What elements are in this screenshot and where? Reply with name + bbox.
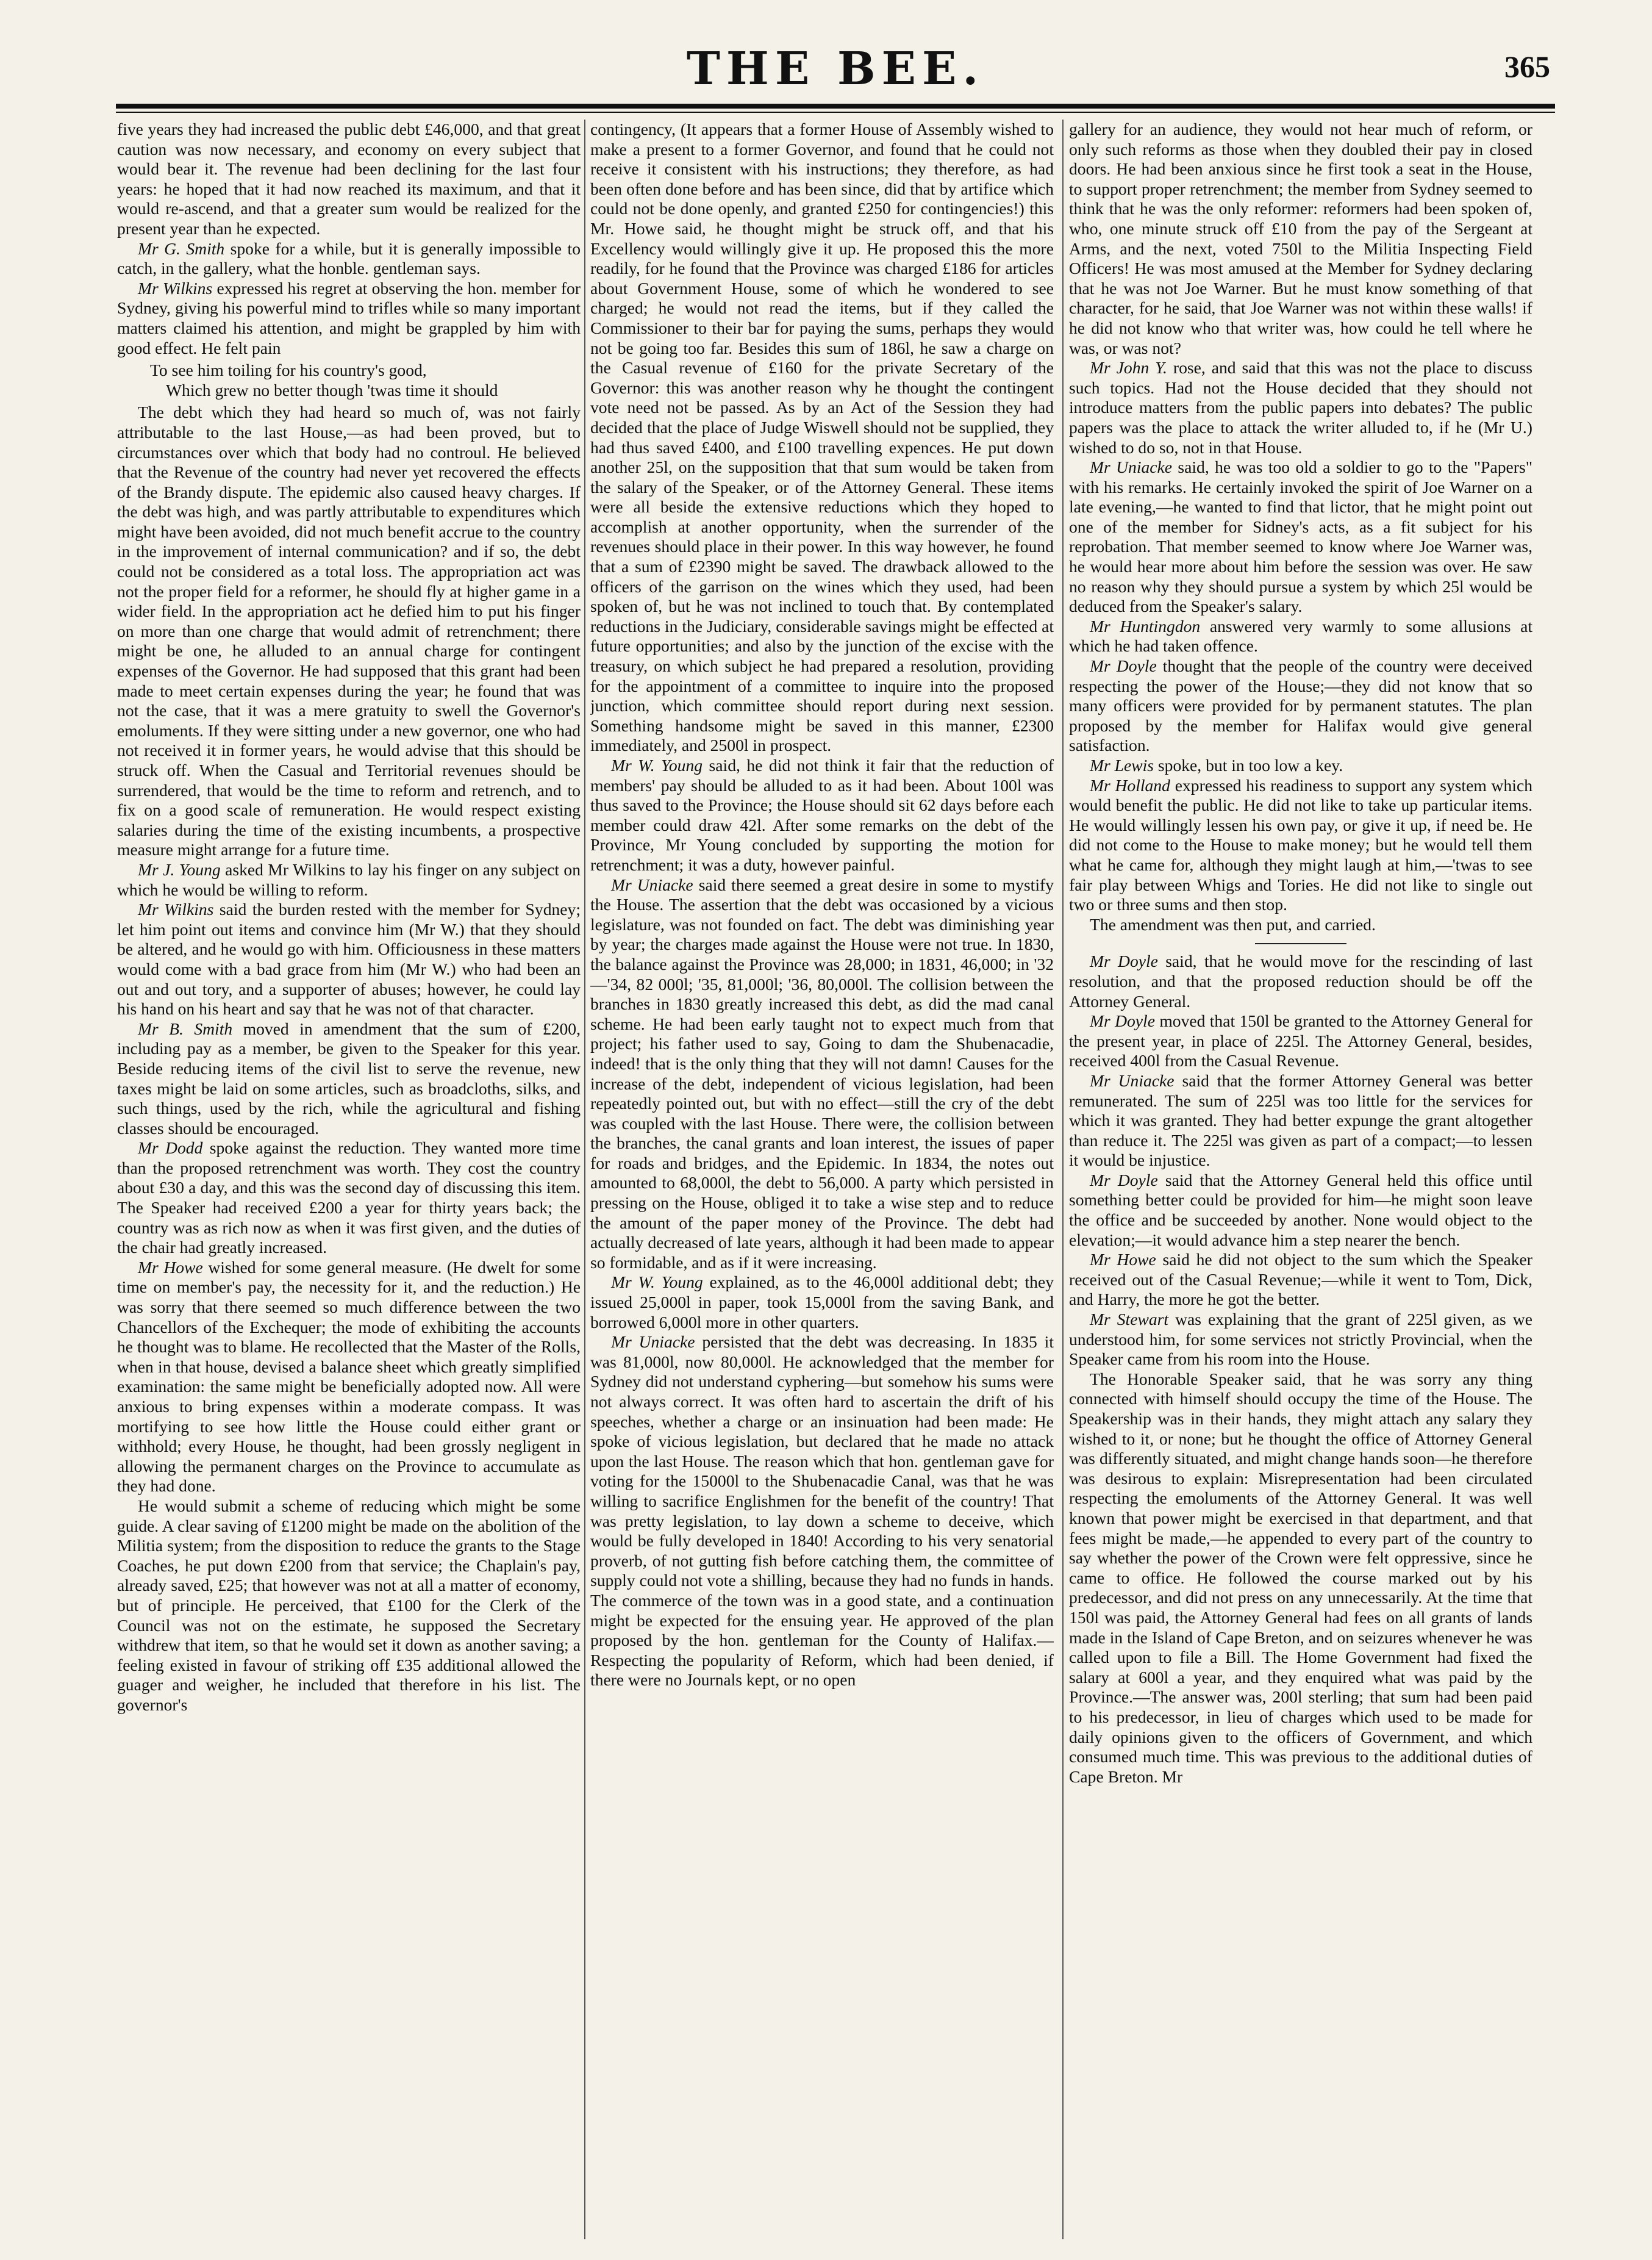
paragraph: gallery for an audience, they would not hear much of reform, or only such reforms as those when they doubled their pay in closed doors. He had been anxious since he first took a seat in the House, to support proper retrenchment; the member from Sydney seemed to think that he was the only reformer: reformers had been spoken of, who, one minute struck off £10 from the pay of the Sergeant at Arms, and the next, voted 750l to the Militia Inspecting Field Officers! He was most amused at the Member for Sydney declaring that he was not Joe Warner. But he must know something of that character, for he said, that Joe Warner was not within these walls! if he did not know who that writer was, how could he tell where he was, or was not? (1069, 120, 1532, 357)
paragraph-text: expressed his readiness to support any system which would benefit the public. He did not like to take up particular items. He would willingly lessen his own pay, or give it up, if need be. He did not come to the House to make money; but he would tell them what he came for, although they might laugh at him,—'twas to see fair play between Whigs and Tories. He did not like to single out two or three sums and then stop. (1069, 775, 1532, 914)
speaker-name: Mr G. Smith (138, 239, 225, 258)
paragraph (117, 279, 581, 358)
speaker-name: Mr W. Young (611, 756, 703, 775)
speaker-name: Mr Doyle (1090, 952, 1158, 971)
speaker-name: Mr Uniacke (611, 1332, 695, 1352)
paragraph-text: spoke against the reduction. They wanted more time than the proposed retrenchment was worth. They cost the country about £30 a day, and this was the second day of discussing this item. The Speaker had received £200 a year for thirty years back; the country was as rich now as when it was first given, and the duties of the chair had greatly increased. (117, 1138, 581, 1257)
paragraph: He would submit a scheme of reducing which might be some guide. A clear saving of £1200 might be made on the abolition of the Militia system; from the disposition to reduce the grants to the Stage Coaches, he put down £200 from that service; the Chaplain's pay, already saved, £25; that however was not at all a matter of economy, but of principle. He perceived, that £100 for the Clerk of the Council was not on the estimate, he supposed the Secretary withdrew that item, so that he would set it down as another saving; a feeling existed in favour of striking off £35 additional allowed the guager and weigher, he included that therefore in his list. The governor's (117, 1496, 581, 1714)
paragraph-text: answered very warmly to some allusions at which he had taken offence. (1069, 616, 1532, 656)
paragraph (1069, 457, 1532, 617)
paragraph-text: said, he was too old a soldier to go to the "Papers" with his remarks. He certainly invoked the spirit of Joe Warner on a late evening,—he wanted to find that lictor, that he might point out one of the member for Sidney's acts, as a fit subject for his reprobation. That member seemed to know where Joe Warner was, he would hear more about him before the session was over. He saw no reason why they should pursue a system by which 25l would be deduced from the Speaker's salary. (1069, 457, 1532, 616)
paragraph-text: wished for some general measure. (He dwelt for some time on member's pay, the necessity for it, and the reduction.) He was sorry that there seemed so much difference between the two Chancellors of the Exchequer; the mode of exhibiting the accounts he thought was to blame. He recollected that the Master of the Rolls, when in that house, devised a balance sheet which greatly simplified examination: the same might be beneficially adopted now. All were anxious to bring expenses within a moderate compass. It was mortifying to see how little the House could either grant or withhold; every House, he thought, had been grossly negligent in allowing the permanent charges on the Province to accumulate as they had done. (117, 1257, 581, 1496)
paragraph (117, 1258, 581, 1496)
speaker-name: Mr Stewart (1090, 1310, 1169, 1329)
paragraph-text: expressed his regret at observing the hon. member for Sydney, giving his powerful mind to trifles while so many important matters claimed his attention, and might be grappled by him with good effect. He felt pain (117, 278, 581, 357)
speaker-name: Mr Holland (1090, 775, 1170, 795)
speaker-name: Mr J. Young (138, 859, 221, 879)
speaker-name: Mr Wilkins (138, 278, 213, 298)
paragraph (1069, 756, 1532, 776)
paragraph-text: rose, and said that this was not the place to discuss such topics. Had not the House decided that they should not introduce matters from the public papers into debates? The public papers was the place to attack the writer alluded to, if he (Mr U.) wished to do so, not in that House. (1069, 358, 1532, 457)
paragraph (117, 1019, 581, 1139)
paragraph-text: asked Mr Wilkins to lay his finger on any subject on which he would be willing to reform. (117, 859, 581, 899)
speaker-name: Mr Uniacke (611, 875, 693, 894)
paragraph-text: said the burden rested with the member for Sydney; let him point out items and convince him (Mr W.) that they should be altered, and he would go with him. Officiousness in these matters would come with a bad grace from him (Mr W.) who had been an out and out tory, and a supporter of abuses; however, he could lay his hand on his heart and say that he was not of that character. (117, 900, 581, 1019)
paragraph (1069, 776, 1532, 915)
verse-line: To see him toiling for his country's good, (150, 361, 427, 380)
page-number: 365 (1504, 49, 1550, 84)
speaker-name: Mr Uniacke (1090, 1071, 1175, 1090)
paragraph (117, 239, 581, 279)
paragraph-text: spoke, but in too low a key. (1154, 756, 1343, 775)
paragraph (117, 900, 581, 1019)
paragraph-text: moved in amendment that the sum of £200, including pay as a member, be given to the Speaker for this year. Beside reducing items of the civil list to serve the revenue, new taxes might be laid on some articles, such as broadcloths, silks, and such things, used by the rich, while the agricultural and fishing classes should be encouraged. (117, 1019, 581, 1138)
speaker-name: Mr John Y. (1090, 358, 1167, 378)
paragraph-text: said that the Attorney General held this office until something better could be provided for him—he might soon leave the office and be succeeded by another. None would object to the elevation;—it would advance him a step nearer the bench. (1069, 1170, 1532, 1249)
paragraph: The Honorable Speaker said, that he was sorry any thing connected with himself should occupy the time of the House. The Speakership was in their hands, they might attach any salary they wished to it, or none; but he thought the office of Attorney General was differently situated, and might change hands soon—he therefore was desirous to explain: Misrepresentation had been circulated respecting the emoluments of the Attorney General. It was well known that power might be exercised in that department, and that fees might be made,—he appended to every part of the country to say whether the power of the Crown were felt oppressive, since he came to office. He followed the course marked out by his predecessor, and did not press on any unnecessarily. At the time that 150l was paid, the Attorney General had fees on all grants of lands made in the Island of Cape Breton, and on seizures whenever he was called upon to file a Bill. The Home Government had fixed the salary at 600l a year, and they enquired what was paid by the Province.—The answer was, 200l sterling; that sum had been paid to his predecessor, in lieu of charges which used to be made for daily opinions given to the officers of Government, and which consumed much time. This was previous to the additional duties of Cape Breton. Mr (1069, 1369, 1532, 1786)
speaker-name: Mr Wilkins (138, 900, 214, 919)
column-divider (584, 120, 585, 2239)
masthead-rule (116, 104, 1555, 109)
paragraph-text: said, he did not think it fair that the reduction of members' pay should be alluded to as it had been. About 100l was thus saved to the Province; the House should sit 62 days before each member could draw 42l. After some remarks on the debt of the Province, Mr Young concluded by supporting the motion for retrenchment; it was a duty, however painful. (590, 756, 1054, 874)
paragraph (1069, 1171, 1532, 1250)
speaker-name: Mr Uniacke (1090, 457, 1173, 477)
paragraph-text: moved that 150l be granted to the Attorney General for the present year, in place of 225l. The Attorney General, besides, received 400l from the Casual Revenue. (1069, 1011, 1532, 1071)
paragraph: five years they had increased the public debt £46,000, and that great caution was now necessary, and economy on every subject that would bear it. The revenue had been declining for the last four years: he hoped that it had now reached its maximum, and that it would re-ascend, and that a greater sum would be realized for the present year than he expected. (117, 120, 581, 238)
paragraph: The debt which they had heard so much of, was not fairly attributable to the last House,—as had been proved, but to circumstances over which that body had no controul. He believed that the Revenue of the country had never yet recovered the effects of the Brandy dispute. The epidemic also caused heavy charges. If the debt was high, and was partly attributable to expenditures which might have been avoided, did not much benefit accrue to the country in the improvement of internal communication? and if so, the debt could not be considered as a total loss. The appropriation act was not the proper field for a reformer, he should fly at higher game in a wider field. In the appropriation act he defied him to put his finger on more than one charge that would admit of retrenchment; there might be one, he alluded to an annual charge for contingent expenses of the Governor. He had supposed that this grant had been made to meet certain expenses during the year; he found that was not the case, that it was a mere gratuity to swell the Governor's emoluments. If they were sitting under a new governor, one who had not received it in former years, he would advise that this should be struck off. When the Casual and Territorial revenues should be surrendered, that would be the time to reform and retrench, and to fix on a good scale of remuneration. He would respect existing salaries during the time of the existing incumbents, a prospective measure might arrange for a future time. (117, 403, 581, 859)
newspaper-title: THE BEE. (686, 43, 985, 95)
paragraph-text: said there seemed a great desire in some to mystify the House. The assertion that the debt was occasioned by a vicious legislature, was not founded on fact. The debt was diminishing year by year; the charges made against the House were not true. In 1830, the balance against the Province was 28,000; in 1831, 46,000; in '32—'34, 82 000l; '35, 81,000l; '36, 80,000l. The collision between the branches in 1830 greatly increased this debt, as did the mad canal scheme. He had been early taught not to expect much from that project; his father used to say, Going to dam the Shubenacadie, indeed! that is the only thing that they will not damn! Causes for the increase of the debt, independent of vicious legislation, had been repeatedly pointed out, but with no effect—still the cry of the debt was coupled with the last House. There were, the collision between the branches, the canal grants and loan interest, the issues of paper for roads and bridges, and the Epidemic. In 1834, the notes out amounted to 68,000l, the debt to 56,000. A party which persisted in pressing on the House, obliged it to take a wise step and to reduce the amount of the paper money of the Province. The debt had actually decreased of late years, although it had been made to appear so formidable, and as if it were increasing. (590, 875, 1054, 1272)
paragraph-text: said that the former Attorney General was better remunerated. The sum of 225l was too little for the services for which it was granted. They had better expunge the grant altogether than reduce it. The 225l was given as part of a compact;—to lessen it would be injustice. (1069, 1071, 1532, 1170)
verse-line: Which grew no better though 'twas time it should (166, 380, 498, 400)
paragraph-text: persisted that the debt was decreasing. In 1835 it was 81,000l, now 80,000l. He acknowledged that the member for Sydney did not understand cyphering—but somehow his sums were not always correct. It was often hard to ascertain the drift of his speeches, whether a charge or an insinuation had been made: He spoke of vicious legislation, but declared that he made no attack upon the last House. The reason which that hon. gentleman gave for voting for the 15000l to the Shubenacadie Canal, was that he was willing to sacrifice Englishmen for the benefit of the country! That was pretty legislation, to lay down a scheme to deceive, which would be fully developed in 1840! According to his very senatorial proverb, of not gutting fish before catching them, the committee of supply could not vote a shilling, because they had no funds in hands. The commerce of the town was in a good state, and a continuation might be expected for the ensuing year. He approved of the plan proposed by the hon. gentleman for the County of Halifax.—Respecting the popularity of Reform, which had been denied, if there were no Journals kept, or no open (590, 1332, 1054, 1690)
speaker-name: Mr Doyle (1090, 1011, 1155, 1031)
speaker-name: Mr Doyle (1090, 1170, 1158, 1189)
speaker-name: Mr W. Young (611, 1272, 703, 1292)
paragraph-text: thought that the people of the country were deceived respecting the power of the House;—they did not know that so many officers were provided for by permanent statutes. The plan proposed by the member for Halifax would give general satisfaction. (1069, 656, 1532, 755)
paragraph (1069, 1310, 1532, 1369)
column-2 (590, 120, 1054, 2242)
paragraph (590, 1332, 1054, 1690)
paragraph-text: was explaining that the grant of 225l given, as we understood him, for some services not strictly Provincial, when the Speaker came from his room into the House. (1069, 1310, 1532, 1369)
paragraph (1069, 656, 1532, 756)
section-separator (1255, 943, 1346, 944)
column-3 (1069, 120, 1532, 2242)
paragraph (590, 756, 1054, 875)
verse-quote (117, 361, 581, 400)
paragraph (590, 875, 1054, 1273)
speaker-name: Mr Howe (1090, 1250, 1156, 1269)
paragraph: contingency, (It appears that a former House of Assembly wished to make a present to a former Governor, and found that he could not receive it consistent with his instructions; they therefore, as had been often done before and has been since, did that by artifice which could not be done openly, and granted £250 for contingencies!) this Mr. Howe said, he thought might be struck off, and that his Excellency would willingly give it up. He proposed this the more readily, for he found that the Province was charged £186 for articles about Government House, some of which he wondered to see charged; he would not read the items, but if they called the Commissioner to their bar for paying the sums, perhaps they would not be going too far. Besides this sum of 186l, he saw a charge on the Casual revenue of £160 for the private Secretary of the Governor: this was another reason why he thought the contingent vote need not be passed. As by an Act of the Session they had decided that the place of Judge Wiswell should not be supplied, they had thus saved £400, and £100 travelling expences. He put down another 25l, on the supposition that that sum would be taken from the salary of the Speaker, or of the Attorney General. These items were all beside the extensive reductions which they hoped to accomplish at another opportunity, when the surrender of the revenues should place in their power. In this way however, he found that a sum of £2390 might be saved. The drawback allowed to the officers of the garrison on the wines which they used, had been spoken of, but he was not inclined to touch that. By contemplated reductions in the Judiciary, considerable savings might be effected at future opportunities; and also by the junction of the excise with the treasury, on which subject he had prepared a resolution, providing for the appointment of a committee to inquire into the proposed junction, which committee should report during next session. Something handsome might be saved in this manner, £2300 immediately, and 2500l in prospect. (590, 120, 1054, 755)
paragraph (1069, 1011, 1532, 1071)
paragraph: The amendment was then put, and carried. (1090, 914, 1376, 934)
paragraph (590, 1272, 1054, 1332)
paragraph (1069, 358, 1532, 457)
paragraph (1069, 617, 1532, 656)
column-divider (1062, 120, 1064, 2239)
speaker-name: Mr B. Smith (138, 1019, 233, 1038)
paragraph-text: said he did not object to the sum which the Speaker received out of the Casual Revenue;—while it went to Tom, Dick, and Harry, the more he got the better. (1069, 1250, 1532, 1309)
masthead-rule-thin (116, 112, 1555, 113)
speaker-name: Mr Huntingdon (1090, 616, 1201, 636)
speaker-name: Mr Howe (138, 1257, 203, 1277)
paragraph (1069, 1071, 1532, 1171)
paragraph-text: spoke for a while, but it is generally impossible to catch, in the gallery, what the honble. gentleman says. (117, 239, 581, 278)
paragraph (1069, 1250, 1532, 1310)
paragraph (117, 1138, 581, 1258)
speaker-name: Mr Dodd (138, 1138, 203, 1158)
paragraph-text: explained, as to the 46,000l additional debt; they issued 25,000l in paper, took 15,000l from the saving Bank, and borrowed 6,000l more in other quarters. (590, 1272, 1054, 1332)
paragraph (1069, 952, 1532, 1011)
masthead (116, 37, 1555, 104)
column-1 (117, 120, 581, 2242)
paragraph (117, 860, 581, 900)
speaker-name: Mr Lewis (1090, 756, 1154, 775)
speaker-name: Mr Doyle (1090, 656, 1157, 676)
paragraph-text: said, that he would move for the rescinding of last resolution, and that the proposed reduction should be off the Attorney General. (1069, 952, 1532, 1011)
